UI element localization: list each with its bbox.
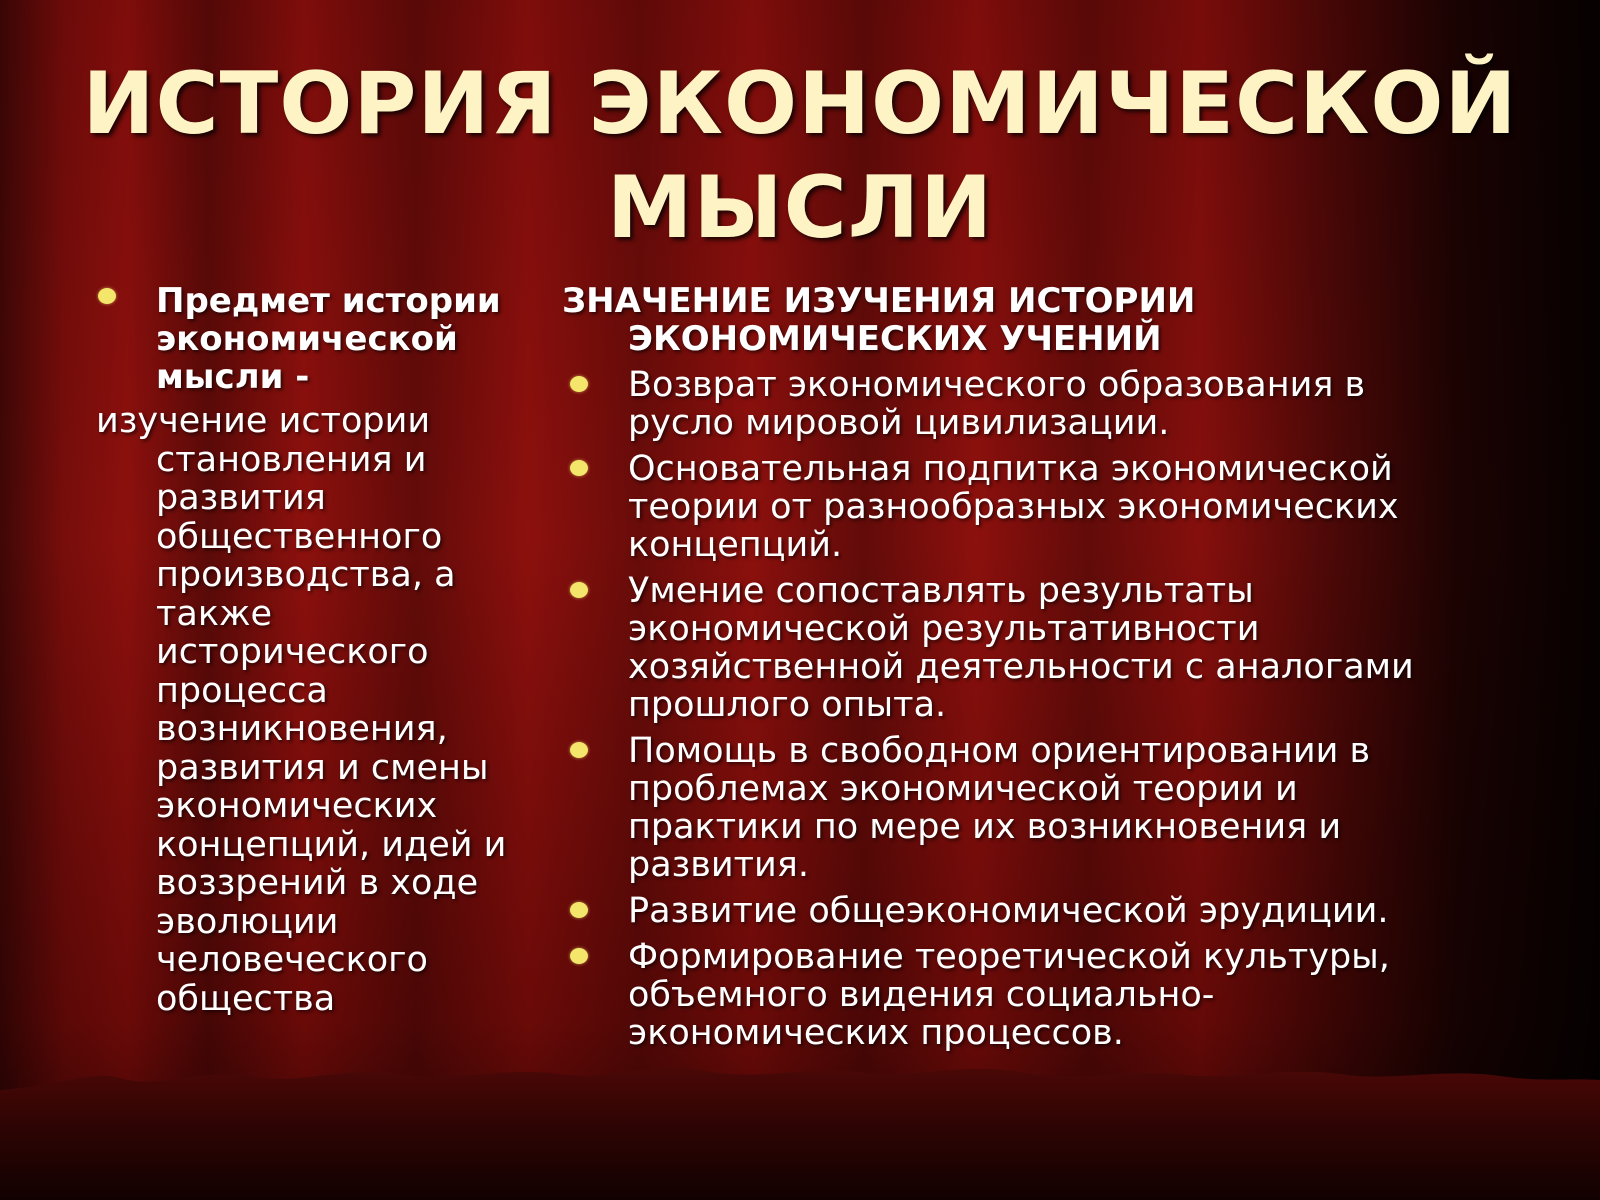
list-item-text: Основательная подпитка экономической теории от разнообразных экономических концепций.: [628, 449, 1399, 565]
right-column: [562, 282, 1462, 1060]
list-item-text: Развитие общеэкономической эрудиции.: [628, 891, 1389, 931]
curtain-hem: [0, 1067, 1600, 1200]
list-item: [562, 892, 1462, 930]
title-line-2: МЫСЛИ: [606, 158, 994, 258]
stage-floor: [0, 1060, 1600, 1200]
bullet-icon: [570, 742, 588, 758]
list-item: [562, 450, 1462, 564]
bullet-icon: [570, 376, 588, 392]
bullet-icon: [570, 948, 588, 964]
list-item-text: Возврат экономического образования в русло мировой цивилизации.: [628, 365, 1366, 443]
left-heading: Предмет истории экономической мысли -: [156, 281, 501, 397]
bullet-icon: [570, 460, 588, 476]
title-line-1: ИСТОРИЯ ЭКОНОМИЧЕСКОЙ: [82, 54, 1518, 154]
right-list: [562, 366, 1462, 1052]
left-body: изучение истории становления и развития общественного производства, а также исторического процесса возникновения, развития и смены экономических концепций, идей и воззрений в ходе эволюции человеческого общества: [96, 401, 507, 1019]
list-item: [562, 732, 1462, 884]
list-item-text: Умение сопоставлять результаты экономической результативности хозяйственной деятельности с аналогами прошлого опыта.: [628, 571, 1414, 725]
bullet-icon: [570, 902, 588, 918]
list-item-text: Формирование теоретической культуры, объемного видения социально-экономических процессов.: [628, 937, 1390, 1053]
right-heading: ЗНАЧЕНИЕ ИЗУЧЕНИЯ ИСТОРИИ ЭКОНОМИЧЕСКИХ УЧЕНИЙ: [562, 281, 1196, 359]
list-item: [562, 366, 1462, 442]
bullet-icon: [98, 288, 116, 304]
list-item: [562, 938, 1462, 1052]
left-bullet-row: [96, 282, 516, 396]
bullet-icon: [570, 582, 588, 598]
left-column: [96, 282, 516, 1018]
slide-title: [60, 52, 1540, 260]
list-item: [562, 572, 1462, 724]
list-item-text: Помощь в свободном ориентировании в проблемах экономической теории и практики по мере их возникновения и развития.: [628, 731, 1371, 885]
